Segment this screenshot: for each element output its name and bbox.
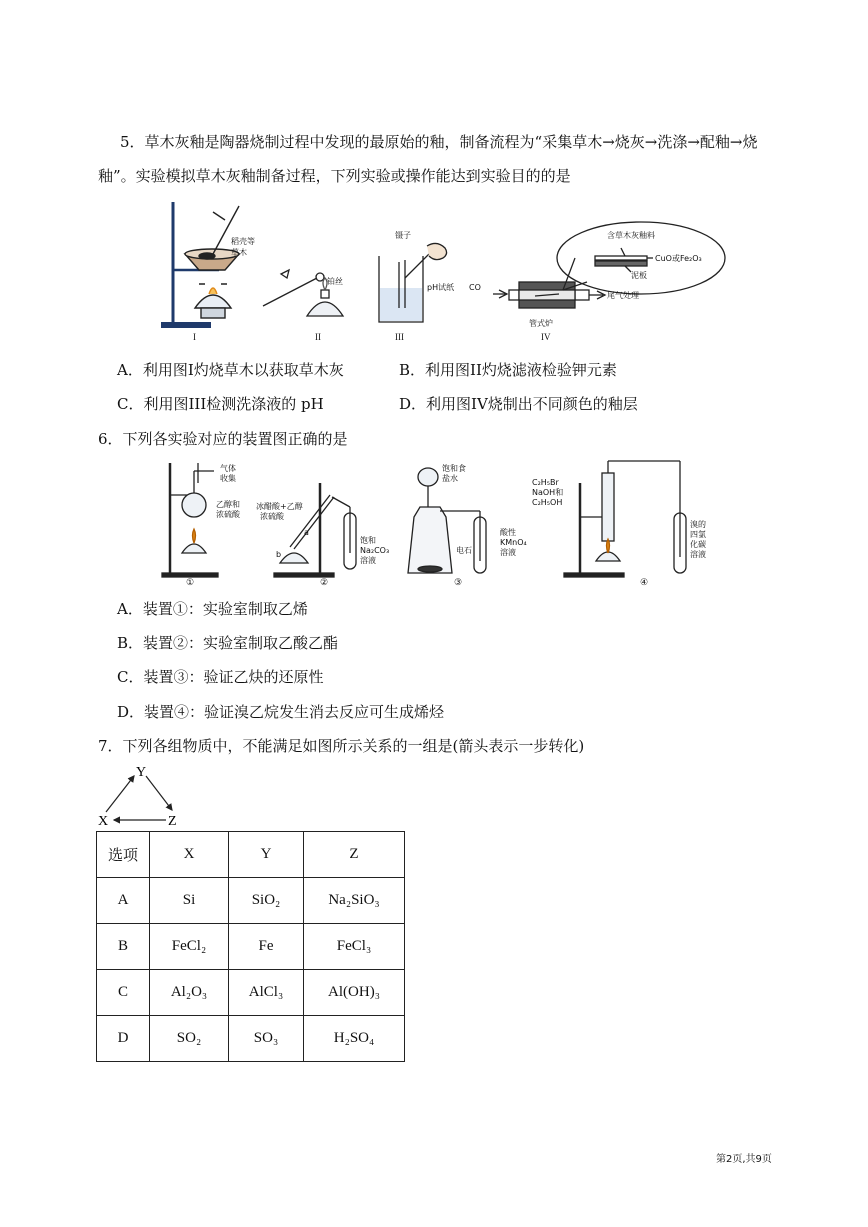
label-ph-paper: pH试纸 xyxy=(427,283,455,292)
label-conc-sulfuric-2: 浓硫酸 xyxy=(260,512,284,521)
q5-option-d: D．利用图IV烧制出不同颜色的釉层 xyxy=(399,395,638,413)
table-cell: FeCl₃ xyxy=(304,924,405,970)
node-z: Z xyxy=(168,814,177,829)
label-clay-plate: 泥板 xyxy=(631,271,647,280)
label-glaze-material: 含草木灰釉料 xyxy=(607,231,655,240)
table-header-row xyxy=(97,832,405,878)
q6-option-d: D．装置④：验证溴乙烷发生消去反应可生成烯烃 xyxy=(117,703,445,721)
label-conc-sulfuric: 浓硫酸 xyxy=(216,510,240,519)
arrow-y-to-z xyxy=(146,776,172,810)
table-row xyxy=(97,878,405,924)
page-number: 第2页,共9页 xyxy=(716,1154,772,1165)
table-cell: Si xyxy=(150,878,229,924)
header-x: X xyxy=(150,832,229,878)
label-solution-2: 溶液 xyxy=(360,556,376,565)
table-cell: Al(OH)₃ xyxy=(304,970,405,1016)
label-exhaust-treatment: 尾气处理 xyxy=(607,291,639,300)
q5-stem-line2: 釉”。实验模拟草木灰釉制备过程，下列实验或操作能达到实验目的的是 xyxy=(98,167,571,185)
table-cell: Al₂O₃ xyxy=(150,970,229,1016)
roman-I: I xyxy=(193,332,196,342)
q5-apparatus-figure xyxy=(155,198,745,343)
table-row xyxy=(97,970,405,1016)
table-cell: D xyxy=(97,1016,150,1062)
label-c2h5br: C₂H₅Br xyxy=(532,478,559,487)
table-row xyxy=(97,924,405,970)
label-solution-3: 溶液 xyxy=(500,548,516,557)
q5-option-a: A．利用图I灼烧草木以获取草木灰 xyxy=(117,361,344,379)
apparatus-2 xyxy=(274,483,356,577)
roman-IV: IV xyxy=(541,332,551,342)
label-carbon-tetra-2: 化碳 xyxy=(690,540,706,549)
number-4: ④ xyxy=(640,577,649,587)
table-cell: H₂SO₄ xyxy=(304,1016,405,1062)
table-cell: B xyxy=(97,924,150,970)
apparatus-3 xyxy=(408,468,486,573)
apparatus-1 xyxy=(162,463,218,577)
label-na2co3: Na₂CO₃ xyxy=(360,546,390,555)
q6-option-a: A．装置①：实验室制取乙烯 xyxy=(117,600,308,618)
label-ethanol-and: 乙醇和 xyxy=(216,500,240,509)
q6-stem: 6．下列各实验对应的装置图正确的是 xyxy=(98,430,348,448)
number-2: ② xyxy=(320,577,329,587)
table-cell: C xyxy=(97,970,150,1016)
table-cell: SiO₂ xyxy=(229,878,304,924)
header-z: Z xyxy=(304,832,405,878)
label-carbon-tetra-1: 四氯 xyxy=(690,530,706,539)
header-y: Y xyxy=(229,832,304,878)
table-cell: Na₂SiO₃ xyxy=(304,878,405,924)
table-row xyxy=(97,1016,405,1062)
header-option: 选项 xyxy=(97,832,150,878)
table-cell: SO₂ xyxy=(150,1016,229,1062)
label-solution-4: 溶液 xyxy=(690,550,706,559)
label-sat-salt: 饱和食 xyxy=(442,464,466,473)
table-cell: AlCl₃ xyxy=(229,970,304,1016)
q6-option-c: C．装置③：验证乙炔的还原性 xyxy=(117,668,324,686)
apparatus-I xyxy=(161,202,239,328)
label-bromine: 溴的 xyxy=(690,520,706,529)
arrow-x-to-y xyxy=(106,776,134,812)
label-c2h5oh: C₂H₅OH xyxy=(532,498,563,507)
label-grass-wood: 草木 xyxy=(231,248,247,257)
label-acetic-ethanol: 冰醋酸+乙醇 xyxy=(256,502,303,511)
label-naoh-and: NaOH和 xyxy=(532,488,564,497)
number-3: ③ xyxy=(454,577,463,587)
label-gas: 气体 xyxy=(220,464,236,473)
label-rice-husk: 稻壳等 xyxy=(231,237,255,246)
label-platinum-wire: 铂丝 xyxy=(327,277,343,286)
label-kmno4: KMnO₄ xyxy=(500,538,527,547)
q6-option-b: B．装置②：实验室制取乙酸乙酯 xyxy=(117,634,339,652)
number-1: ① xyxy=(186,577,195,587)
label-saturated: 饱和 xyxy=(360,536,376,545)
roman-III: III xyxy=(395,332,404,342)
node-y: Y xyxy=(136,765,147,780)
node-x: X xyxy=(98,814,109,829)
label-tweezers: 镊子 xyxy=(395,231,411,240)
table-cell: Fe xyxy=(229,924,304,970)
label-b: b xyxy=(276,550,282,559)
q5-option-b: B．利用图II灼烧滤液检验钾元素 xyxy=(399,361,617,379)
table-cell: A xyxy=(97,878,150,924)
q5-stem-line1: 5．草木灰釉是陶器烧制过程中发现的最原始的釉，制备流程为“采集草木→烧灰→洗涤→配釉→烧 xyxy=(120,133,758,151)
label-calcium-carbide: 电石 xyxy=(456,546,472,555)
label-acidic: 酸性 xyxy=(500,528,516,537)
label-tube-furnace: 管式炉 xyxy=(529,319,553,328)
label-co: CO xyxy=(469,283,481,292)
q7-stem: 7．下列各组物质中，不能满足如图所示关系的一组是(箭头表示一步转化) xyxy=(98,737,585,755)
table-cell: FeCl₂ xyxy=(150,924,229,970)
label-a: a xyxy=(304,528,309,537)
label-collect: 收集 xyxy=(220,474,236,483)
q5-option-c: C．利用图III检测洗涤液的 pH xyxy=(117,395,324,413)
q7-options-table xyxy=(96,831,405,1062)
q7-transformation-diagram xyxy=(92,758,202,830)
q6-apparatus-figure xyxy=(160,457,720,587)
label-brine: 盐水 xyxy=(442,474,458,483)
label-cuo-fe2o3: CuO或Fe₂O₃ xyxy=(655,254,702,263)
roman-II: II xyxy=(315,332,321,342)
apparatus-4 xyxy=(564,461,686,577)
table-cell: SO₃ xyxy=(229,1016,304,1062)
